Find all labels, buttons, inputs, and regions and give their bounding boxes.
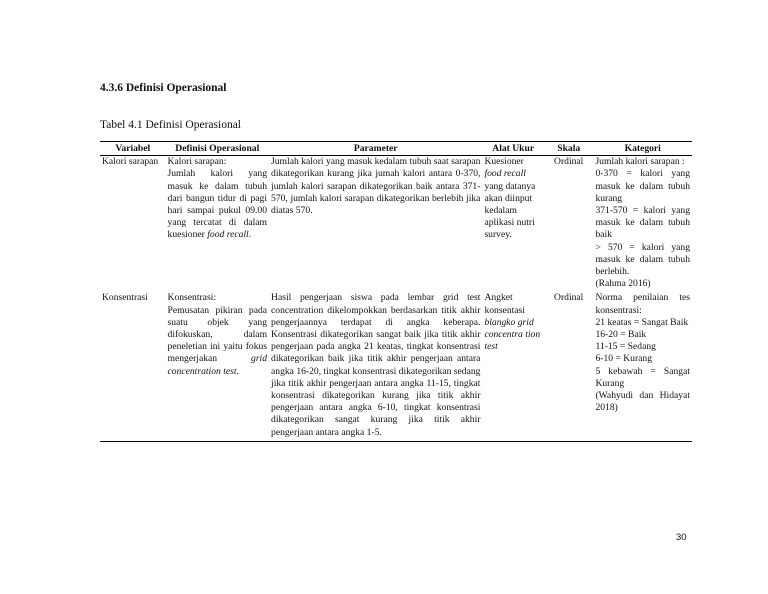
col-header-parameter: Parameter [269,142,482,156]
alat-pre: Angket konsentasi [484,292,525,316]
kategori-line: Norma penilaian tes konsentrasi: [595,292,690,316]
cell-skala: Ordinal [554,156,584,168]
definisi-end: . [236,365,239,377]
kategori-line: (Rahma 2016) [595,278,651,290]
col-header-variabel: Variabel [100,142,166,156]
cell-alat-ukur [482,156,544,293]
kategori-line: 0-370 = kalori yang masuk ke dalam tubuh kurang [595,168,690,204]
cell-alat-ukur [482,292,544,441]
table-row [100,156,692,293]
cell-kategori [593,292,692,441]
cell-parameter: Hasil pengerjaan siswa pada lembar grid test concentration dikelompokkan berdasarkan titik akhir pengerjaannya terdapat di angka keberapa. Konsentrasi dikategorikan sangat baik jika titik akhir pengerjaan pada angka 21 keatas, tingkat konsentrasi dikategorikan baik jika titik akhir pengerjaan antara angka 16-20, tingkat konsentrasi dikategorikan sedang jika titik akhir pengerjaan antara angka 11-15, tingkat konsentrasi dikategorikan kurang jika titik akhir pengerjaan antara angka 6-10, tingkat konsentrasi dikategorikan sangat kurang jika titik akhir pengerjaan antara angka 1-5. [269,292,482,441]
table-row [100,292,692,441]
table-header-row [100,142,692,156]
kategori-line: > 570 = kalori yang masuk ke dalam tubuh berlebih. [595,241,690,278]
section-heading: 4.3.6 Definisi Operasional [100,82,227,94]
cell-definisi [166,292,270,441]
page-number: 30 [676,532,687,543]
kategori-line: (Wahyudi dan Hidayat 2018) [595,390,690,414]
kategori-line: 21 keatas = Sangat Baik [595,316,689,328]
kategori-line: 6-10 = Kurang [595,353,653,365]
cell-variabel: Kalori sarapan [102,156,159,168]
table-caption: Tabel 4.1 Definisi Operasional [100,119,241,131]
cell-definisi [166,156,270,293]
alat-pre: Kuesioner [484,156,524,168]
cell-skala: Ordinal [544,292,594,441]
definition-table [100,141,692,442]
cell-kategori [593,156,692,293]
kategori-line: 5 kebawah = Sangat Kurang [595,365,690,389]
col-header-definisi: Definisi Operasional [166,142,270,156]
alat-post: yang datanya akan diinput kedalam aplikasi nutri survey. [484,180,536,241]
definisi-italic: grid concentration test [167,353,268,377]
cell-variabel: Konsentrasi [100,292,166,441]
alat-italic: food recall [484,168,526,180]
cell-parameter: Jumlah kalori yang masuk kedalam tubuh saat sarapan dikategorikan kurang jika jumah kalori antara 0-370, jumlah kalori sarapan dikategorikan baik antara 371-570, jumlah kalori sarapan dikategorikan berlebih jika diatas 570. [271,156,481,217]
kategori-line: Jumlah kalori sarapan : [595,156,685,168]
kategori-line: 16-20 = Baik [595,329,647,341]
kategori-line: 11-15 = Sedang [595,341,656,353]
definisi-italic: food recall [207,229,249,241]
kategori-line: 371-570 = kalori yang masuk ke dalam tubuh baik [595,205,690,241]
definisi-title: Konsentrasi: [167,292,217,304]
alat-italic: blangko grid concentra tion test [484,316,541,353]
definisi-body: Pemusatan pikiran pada suatu objek yang difokuskan, dalam peneletian ini yaitu fokus mengerjakan [167,304,268,365]
definisi-title: Kalori sarapan: [167,156,227,168]
col-header-skala: Skala [544,142,594,156]
col-header-alat-ukur: Alat Ukur [482,142,544,156]
definisi-body: Jumlah kalori yang masuk ke dalam tubuh dari bangun tidur di pagi hari sampai pukul 09.00 yang tercatat di dalam kuesioner [167,168,268,241]
definisi-end: . [248,229,252,241]
col-header-kategori: Kategori [593,142,692,156]
